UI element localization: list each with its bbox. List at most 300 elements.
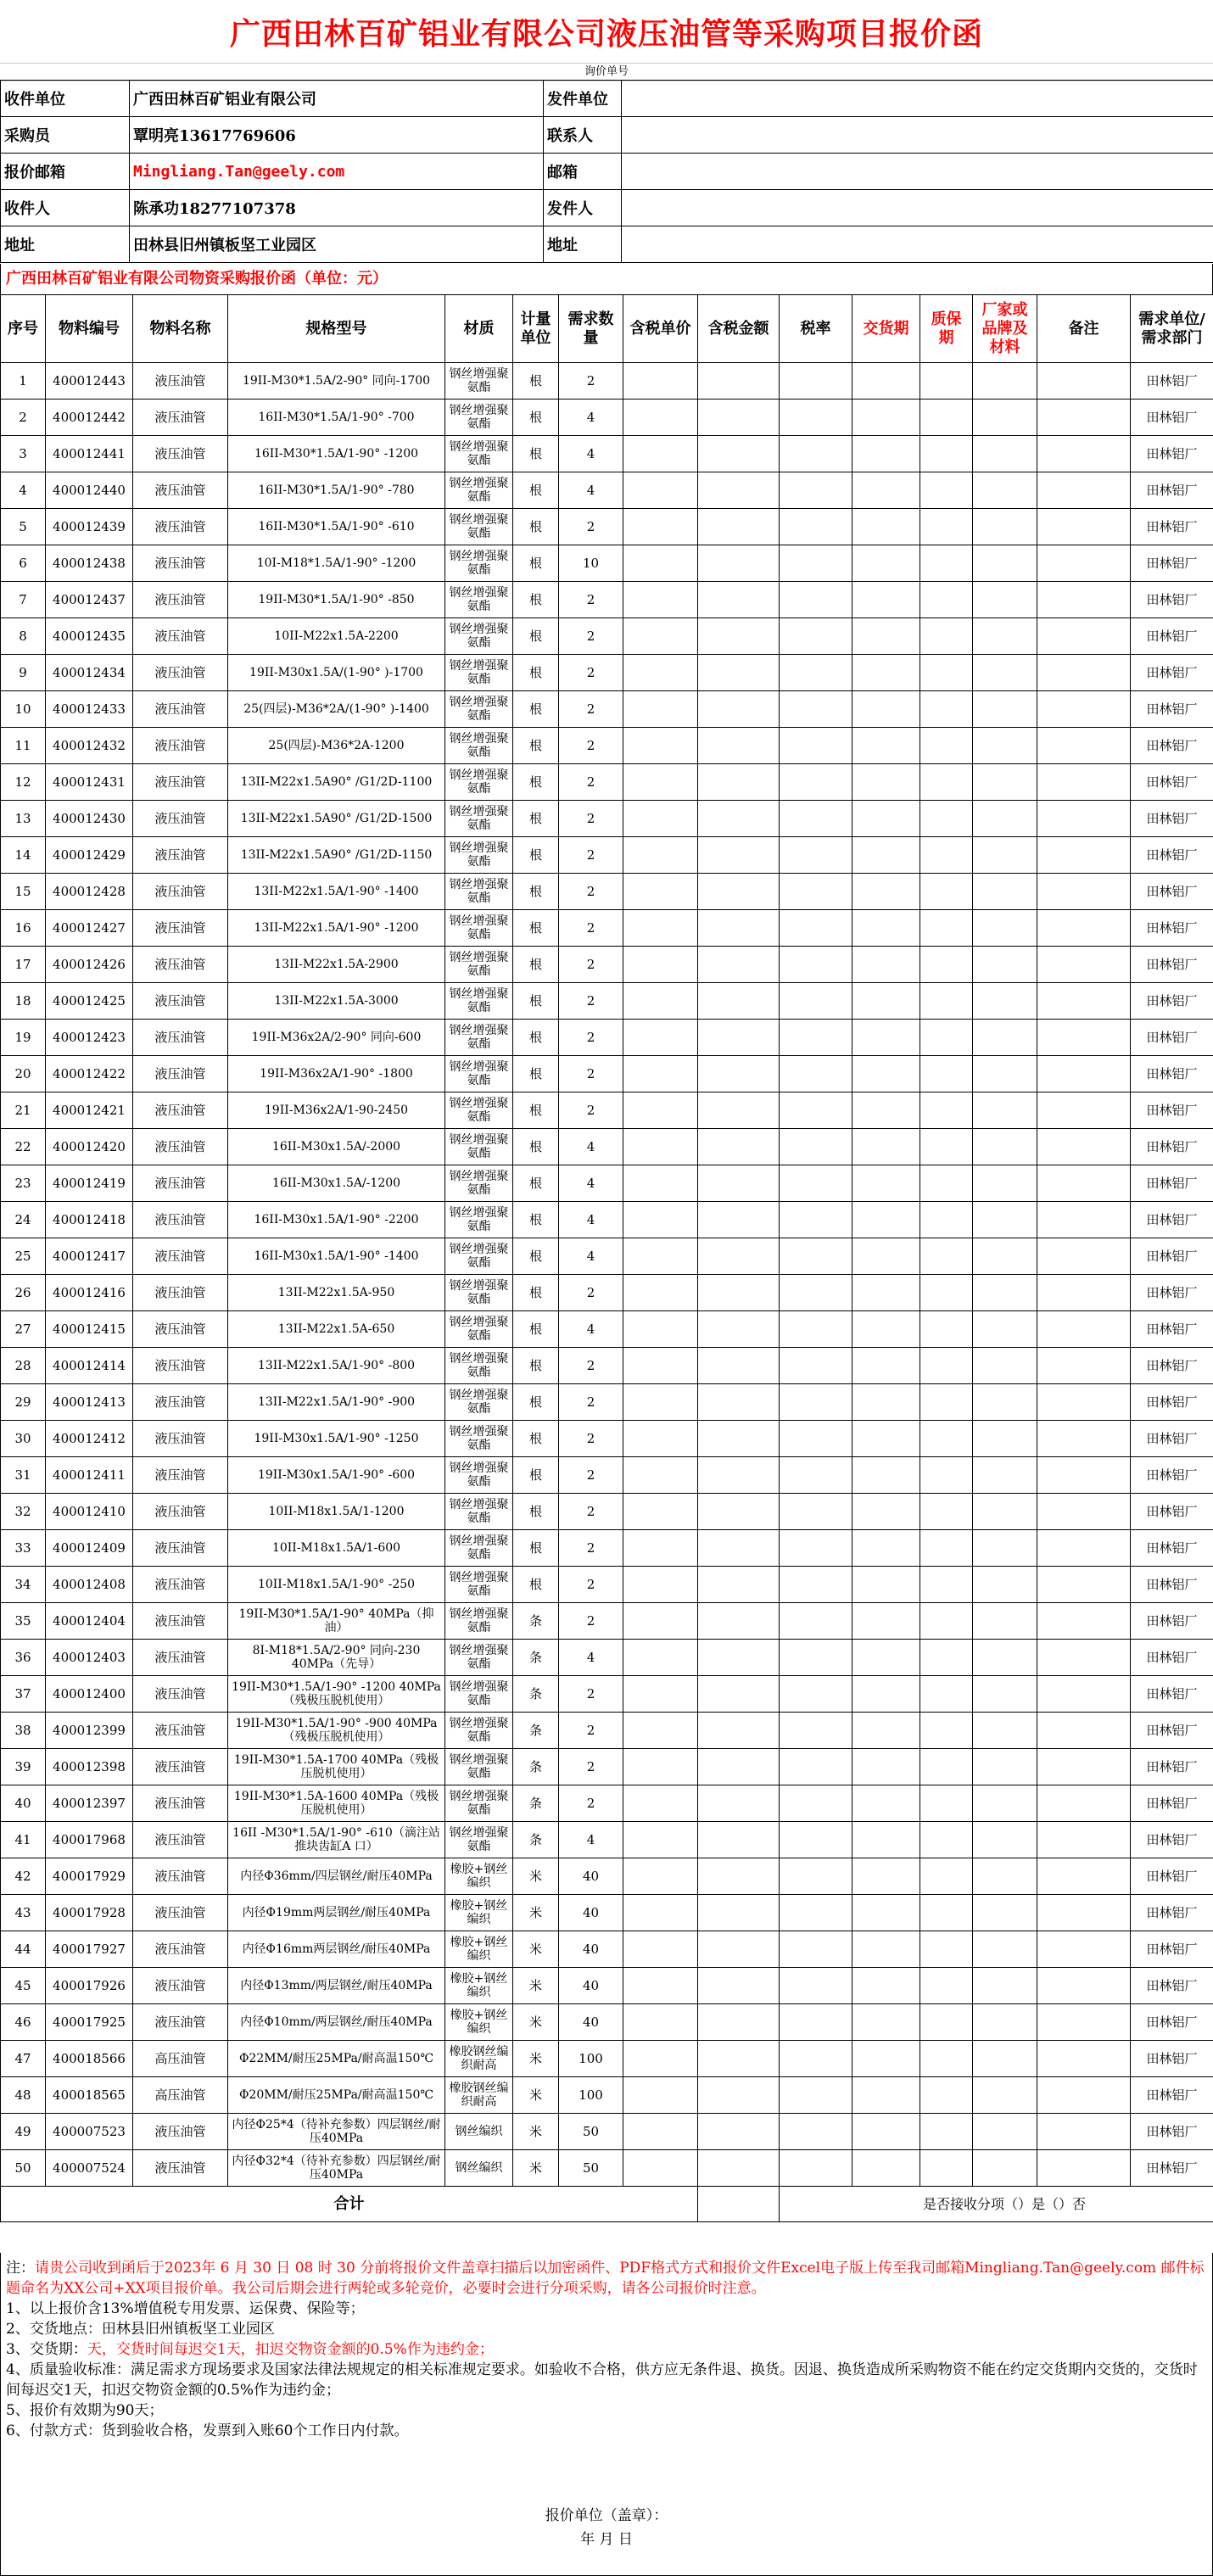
cell-warranty[interactable] [920,1275,973,1311]
cell-delivery[interactable] [852,1238,920,1275]
cell-delivery[interactable] [852,1275,920,1311]
cell-delivery[interactable] [852,1676,920,1713]
cell-remark[interactable] [1037,1421,1131,1457]
cell-warranty[interactable] [920,1640,973,1676]
cell-brand[interactable] [973,582,1037,618]
cell-tax-rate[interactable] [780,1931,852,1968]
cell-remark[interactable] [1037,1092,1131,1129]
cell-unit-price[interactable] [623,2041,698,2077]
cell-tax-rate[interactable] [780,2077,852,2114]
cell-tax-rate[interactable] [780,1822,852,1858]
cell-warranty[interactable] [920,618,973,655]
cell-brand[interactable] [973,472,1037,509]
cell-tax-rate[interactable] [780,1785,852,1822]
cell-brand[interactable] [973,509,1037,545]
cell-amount[interactable] [698,1968,780,2004]
cell-amount[interactable] [698,363,780,400]
cell-tax-rate[interactable] [780,910,852,947]
cell-brand[interactable] [973,1275,1037,1311]
cell-delivery[interactable] [852,2150,920,2187]
cell-amount[interactable] [698,2114,780,2150]
cell-remark[interactable] [1037,1494,1131,1530]
cell-amount[interactable] [698,801,780,837]
cell-delivery[interactable] [852,618,920,655]
cell-remark[interactable] [1037,1020,1131,1056]
cell-unit-price[interactable] [623,1129,698,1165]
cell-remark[interactable] [1037,1129,1131,1165]
cell-warranty[interactable] [920,874,973,910]
cell-brand[interactable] [973,1311,1037,1348]
cell-warranty[interactable] [920,1530,973,1567]
cell-warranty[interactable] [920,1056,973,1092]
cell-remark[interactable] [1037,764,1131,801]
cell-unit-price[interactable] [623,582,698,618]
cell-delivery[interactable] [852,1858,920,1895]
cell-brand[interactable] [973,1056,1037,1092]
info-value-2[interactable] [622,154,1213,190]
cell-brand[interactable] [973,2114,1037,2150]
cell-remark[interactable] [1037,436,1131,472]
cell-unit-price[interactable] [623,801,698,837]
cell-amount[interactable] [698,1384,780,1421]
cell-brand[interactable] [973,2004,1037,2041]
cell-delivery[interactable] [852,1968,920,2004]
cell-delivery[interactable] [852,1822,920,1858]
cell-warranty[interactable] [920,728,973,764]
cell-delivery[interactable] [852,472,920,509]
cell-delivery[interactable] [852,1530,920,1567]
cell-amount[interactable] [698,1275,780,1311]
cell-unit-price[interactable] [623,655,698,691]
cell-amount[interactable] [698,2077,780,2114]
cell-unit-price[interactable] [623,1457,698,1494]
cell-delivery[interactable] [852,2004,920,2041]
cell-unit-price[interactable] [623,1165,698,1202]
cell-brand[interactable] [973,1092,1037,1129]
cell-warranty[interactable] [920,400,973,436]
cell-warranty[interactable] [920,1931,973,1968]
cell-delivery[interactable] [852,1202,920,1238]
cell-remark[interactable] [1037,509,1131,545]
cell-brand[interactable] [973,1567,1037,1603]
cell-warranty[interactable] [920,2114,973,2150]
cell-remark[interactable] [1037,1275,1131,1311]
cell-tax-rate[interactable] [780,947,852,983]
cell-unit-price[interactable] [623,1931,698,1968]
cell-unit-price[interactable] [623,1530,698,1567]
cell-remark[interactable] [1037,1785,1131,1822]
cell-delivery[interactable] [852,983,920,1020]
cell-brand[interactable] [973,1202,1037,1238]
cell-delivery[interactable] [852,910,920,947]
cell-tax-rate[interactable] [780,837,852,874]
cell-delivery[interactable] [852,1931,920,1968]
cell-tax-rate[interactable] [780,1384,852,1421]
cell-unit-price[interactable] [623,691,698,728]
cell-amount[interactable] [698,1129,780,1165]
cell-tax-rate[interactable] [780,874,852,910]
cell-remark[interactable] [1037,1384,1131,1421]
cell-unit-price[interactable] [623,363,698,400]
cell-warranty[interactable] [920,1092,973,1129]
cell-remark[interactable] [1037,691,1131,728]
cell-remark[interactable] [1037,1056,1131,1092]
cell-amount[interactable] [698,1603,780,1640]
cell-brand[interactable] [973,1785,1037,1822]
cell-remark[interactable] [1037,1567,1131,1603]
cell-brand[interactable] [973,910,1037,947]
cell-amount[interactable] [698,1092,780,1129]
cell-warranty[interactable] [920,910,973,947]
cell-brand[interactable] [973,983,1037,1020]
cell-remark[interactable] [1037,1165,1131,1202]
cell-unit-price[interactable] [623,1311,698,1348]
cell-warranty[interactable] [920,801,973,837]
cell-remark[interactable] [1037,1603,1131,1640]
cell-unit-price[interactable] [623,2150,698,2187]
cell-delivery[interactable] [852,2041,920,2077]
cell-remark[interactable] [1037,618,1131,655]
cell-amount[interactable] [698,764,780,801]
cell-brand[interactable] [973,1020,1037,1056]
cell-delivery[interactable] [852,655,920,691]
cell-amount[interactable] [698,1421,780,1457]
cell-brand[interactable] [973,1494,1037,1530]
cell-brand[interactable] [973,1713,1037,1749]
cell-remark[interactable] [1037,1202,1131,1238]
cell-brand[interactable] [973,1822,1037,1858]
cell-tax-rate[interactable] [780,472,852,509]
cell-delivery[interactable] [852,691,920,728]
cell-remark[interactable] [1037,874,1131,910]
cell-warranty[interactable] [920,1129,973,1165]
cell-unit-price[interactable] [623,947,698,983]
cell-amount[interactable] [698,2041,780,2077]
cell-unit-price[interactable] [623,1421,698,1457]
info-value-2[interactable] [622,226,1213,263]
cell-remark[interactable] [1037,2077,1131,2114]
cell-delivery[interactable] [852,1785,920,1822]
cell-warranty[interactable] [920,1785,973,1822]
cell-amount[interactable] [698,1238,780,1275]
cell-tax-rate[interactable] [780,400,852,436]
cell-delivery[interactable] [852,1056,920,1092]
cell-tax-rate[interactable] [780,436,852,472]
cell-unit-price[interactable] [623,1858,698,1895]
info-value-2[interactable] [622,117,1213,154]
cell-brand[interactable] [973,1749,1037,1785]
cell-brand[interactable] [973,655,1037,691]
cell-remark[interactable] [1037,1858,1131,1895]
cell-tax-rate[interactable] [780,1020,852,1056]
cell-remark[interactable] [1037,363,1131,400]
cell-unit-price[interactable] [623,509,698,545]
cell-unit-price[interactable] [623,1092,698,1129]
cell-amount[interactable] [698,1348,780,1384]
cell-tax-rate[interactable] [780,655,852,691]
cell-delivery[interactable] [852,837,920,874]
cell-remark[interactable] [1037,1749,1131,1785]
cell-delivery[interactable] [852,400,920,436]
cell-brand[interactable] [973,1165,1037,1202]
cell-amount[interactable] [698,837,780,874]
cell-delivery[interactable] [852,1129,920,1165]
cell-tax-rate[interactable] [780,1348,852,1384]
cell-delivery[interactable] [852,1457,920,1494]
cell-amount[interactable] [698,436,780,472]
cell-warranty[interactable] [920,1749,973,1785]
cell-tax-rate[interactable] [780,1311,852,1348]
cell-amount[interactable] [698,1202,780,1238]
cell-brand[interactable] [973,1530,1037,1567]
cell-delivery[interactable] [852,1895,920,1931]
cell-brand[interactable] [973,947,1037,983]
cell-remark[interactable] [1037,545,1131,582]
cell-remark[interactable] [1037,1822,1131,1858]
cell-delivery[interactable] [852,545,920,582]
cell-brand[interactable] [973,1129,1037,1165]
cell-unit-price[interactable] [623,1676,698,1713]
cell-warranty[interactable] [920,1384,973,1421]
cell-unit-price[interactable] [623,1822,698,1858]
cell-warranty[interactable] [920,1968,973,2004]
cell-tax-rate[interactable] [780,2114,852,2150]
cell-tax-rate[interactable] [780,1165,852,1202]
cell-remark[interactable] [1037,728,1131,764]
cell-remark[interactable] [1037,1457,1131,1494]
cell-warranty[interactable] [920,983,973,1020]
cell-unit-price[interactable] [623,983,698,1020]
cell-amount[interactable] [698,1530,780,1567]
cell-remark[interactable] [1037,1968,1131,2004]
cell-delivery[interactable] [852,947,920,983]
cell-unit-price[interactable] [623,1020,698,1056]
cell-brand[interactable] [973,363,1037,400]
cell-brand[interactable] [973,1640,1037,1676]
cell-unit-price[interactable] [623,1895,698,1931]
cell-remark[interactable] [1037,582,1131,618]
cell-tax-rate[interactable] [780,2150,852,2187]
cell-warranty[interactable] [920,509,973,545]
cell-delivery[interactable] [852,1640,920,1676]
cell-tax-rate[interactable] [780,1676,852,1713]
cell-tax-rate[interactable] [780,1056,852,1092]
cell-remark[interactable] [1037,655,1131,691]
cell-warranty[interactable] [920,1311,973,1348]
cell-brand[interactable] [973,1858,1037,1895]
cell-brand[interactable] [973,1676,1037,1713]
cell-tax-rate[interactable] [780,801,852,837]
cell-delivery[interactable] [852,1713,920,1749]
cell-unit-price[interactable] [623,618,698,655]
cell-delivery[interactable] [852,1384,920,1421]
cell-tax-rate[interactable] [780,2041,852,2077]
cell-tax-rate[interactable] [780,728,852,764]
cell-amount[interactable] [698,582,780,618]
cell-brand[interactable] [973,691,1037,728]
cell-warranty[interactable] [920,1020,973,1056]
cell-brand[interactable] [973,1457,1037,1494]
cell-tax-rate[interactable] [780,618,852,655]
cell-brand[interactable] [973,436,1037,472]
cell-warranty[interactable] [920,1348,973,1384]
cell-brand[interactable] [973,1238,1037,1275]
cell-delivery[interactable] [852,801,920,837]
cell-unit-price[interactable] [623,2114,698,2150]
cell-amount[interactable] [698,1676,780,1713]
cell-tax-rate[interactable] [780,1238,852,1275]
cell-unit-price[interactable] [623,1749,698,1785]
total-amount[interactable] [698,2187,780,2222]
cell-amount[interactable] [698,1931,780,1968]
cell-amount[interactable] [698,1785,780,1822]
cell-unit-price[interactable] [623,1275,698,1311]
cell-unit-price[interactable] [623,910,698,947]
cell-tax-rate[interactable] [780,983,852,1020]
cell-warranty[interactable] [920,1822,973,1858]
cell-remark[interactable] [1037,2150,1131,2187]
cell-tax-rate[interactable] [780,1713,852,1749]
cell-unit-price[interactable] [623,1202,698,1238]
cell-amount[interactable] [698,947,780,983]
cell-brand[interactable] [973,1603,1037,1640]
cell-unit-price[interactable] [623,764,698,801]
cell-remark[interactable] [1037,2004,1131,2041]
cell-brand[interactable] [973,545,1037,582]
cell-warranty[interactable] [920,655,973,691]
cell-tax-rate[interactable] [780,1749,852,1785]
cell-brand[interactable] [973,764,1037,801]
cell-tax-rate[interactable] [780,1202,852,1238]
cell-brand[interactable] [973,400,1037,436]
cell-amount[interactable] [698,2150,780,2187]
info-value-2[interactable] [622,190,1213,226]
cell-delivery[interactable] [852,1567,920,1603]
cell-unit-price[interactable] [623,728,698,764]
cell-remark[interactable] [1037,910,1131,947]
cell-warranty[interactable] [920,764,973,801]
cell-warranty[interactable] [920,691,973,728]
cell-remark[interactable] [1037,983,1131,1020]
cell-amount[interactable] [698,655,780,691]
cell-amount[interactable] [698,1494,780,1530]
cell-unit-price[interactable] [623,1494,698,1530]
cell-delivery[interactable] [852,2077,920,2114]
cell-delivery[interactable] [852,436,920,472]
cell-delivery[interactable] [852,1311,920,1348]
cell-brand[interactable] [973,2150,1037,2187]
info-value-2[interactable] [622,81,1213,117]
cell-tax-rate[interactable] [780,1640,852,1676]
cell-tax-rate[interactable] [780,1494,852,1530]
cell-amount[interactable] [698,874,780,910]
cell-brand[interactable] [973,2077,1037,2114]
cell-amount[interactable] [698,400,780,436]
cell-remark[interactable] [1037,1640,1131,1676]
cell-warranty[interactable] [920,472,973,509]
cell-brand[interactable] [973,2041,1037,2077]
cell-delivery[interactable] [852,509,920,545]
cell-amount[interactable] [698,509,780,545]
cell-warranty[interactable] [920,1858,973,1895]
cell-amount[interactable] [698,691,780,728]
cell-unit-price[interactable] [623,1348,698,1384]
cell-remark[interactable] [1037,947,1131,983]
cell-amount[interactable] [698,1640,780,1676]
cell-warranty[interactable] [920,2077,973,2114]
cell-warranty[interactable] [920,2150,973,2187]
cell-remark[interactable] [1037,400,1131,436]
cell-warranty[interactable] [920,1895,973,1931]
cell-brand[interactable] [973,728,1037,764]
cell-tax-rate[interactable] [780,1530,852,1567]
cell-unit-price[interactable] [623,436,698,472]
cell-unit-price[interactable] [623,472,698,509]
cell-tax-rate[interactable] [780,691,852,728]
cell-tax-rate[interactable] [780,545,852,582]
cell-delivery[interactable] [852,1348,920,1384]
cell-tax-rate[interactable] [780,509,852,545]
cell-tax-rate[interactable] [780,363,852,400]
cell-warranty[interactable] [920,545,973,582]
cell-brand[interactable] [973,1931,1037,1968]
cell-unit-price[interactable] [623,400,698,436]
cell-tax-rate[interactable] [780,1275,852,1311]
cell-brand[interactable] [973,801,1037,837]
cell-warranty[interactable] [920,2004,973,2041]
cell-unit-price[interactable] [623,1056,698,1092]
cell-warranty[interactable] [920,582,973,618]
cell-warranty[interactable] [920,1713,973,1749]
cell-brand[interactable] [973,1968,1037,2004]
cell-remark[interactable] [1037,1713,1131,1749]
cell-warranty[interactable] [920,363,973,400]
cell-unit-price[interactable] [623,874,698,910]
cell-delivery[interactable] [852,2114,920,2150]
cell-amount[interactable] [698,1165,780,1202]
cell-amount[interactable] [698,728,780,764]
cell-warranty[interactable] [920,1238,973,1275]
cell-tax-rate[interactable] [780,1968,852,2004]
cell-amount[interactable] [698,1858,780,1895]
cell-amount[interactable] [698,1457,780,1494]
split-acceptance-question[interactable]: 是否接收分项（）是（）否 [780,2187,1213,2222]
cell-brand[interactable] [973,874,1037,910]
cell-warranty[interactable] [920,1421,973,1457]
cell-brand[interactable] [973,1384,1037,1421]
cell-unit-price[interactable] [623,837,698,874]
cell-brand[interactable] [973,1895,1037,1931]
cell-amount[interactable] [698,1895,780,1931]
cell-warranty[interactable] [920,1202,973,1238]
cell-unit-price[interactable] [623,1603,698,1640]
cell-brand[interactable] [973,1348,1037,1384]
cell-tax-rate[interactable] [780,1603,852,1640]
cell-amount[interactable] [698,1822,780,1858]
cell-warranty[interactable] [920,1457,973,1494]
cell-amount[interactable] [698,2004,780,2041]
cell-tax-rate[interactable] [780,582,852,618]
cell-remark[interactable] [1037,1530,1131,1567]
cell-delivery[interactable] [852,764,920,801]
cell-tax-rate[interactable] [780,1129,852,1165]
cell-unit-price[interactable] [623,2004,698,2041]
cell-warranty[interactable] [920,2041,973,2077]
cell-warranty[interactable] [920,1603,973,1640]
cell-remark[interactable] [1037,2114,1131,2150]
cell-remark[interactable] [1037,837,1131,874]
cell-amount[interactable] [698,983,780,1020]
